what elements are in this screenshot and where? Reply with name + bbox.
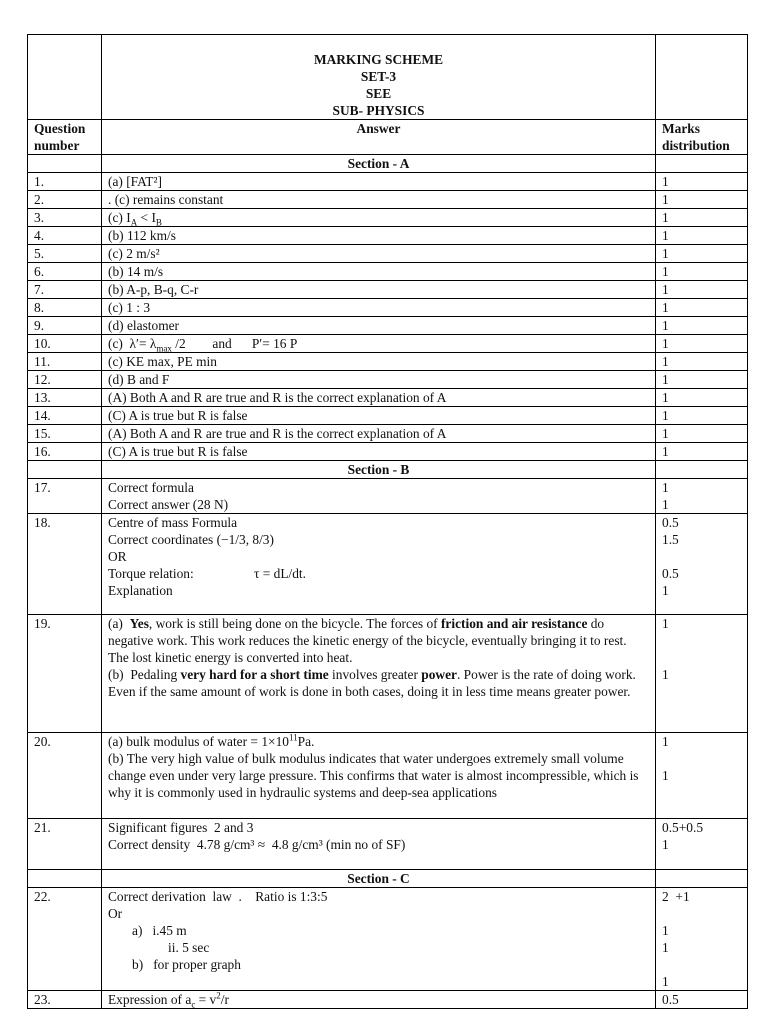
question-row-9 (28, 317, 748, 335)
header-marks-distribution: Marks distribution (656, 120, 748, 155)
title-line-1: MARKING SCHEME (313, 52, 444, 67)
answer-line (108, 565, 649, 582)
marks-line (662, 548, 741, 565)
question-row-2 (28, 191, 748, 209)
marks-cell (656, 479, 748, 514)
question-row-11 (28, 353, 748, 371)
section-c-row (28, 870, 748, 888)
marks-cell: 1 (656, 281, 748, 299)
section-b-row (28, 461, 748, 479)
answer-part-a: (a) bulk modulus of water = $1\times 10^{11}Pa$. (108, 732, 315, 749)
marks-line: 0.5 (662, 566, 679, 581)
answer-cell: (d) elastomer (102, 317, 656, 335)
question-row-4 (28, 227, 748, 245)
answer-cell (102, 479, 656, 514)
answer-part-b: (b) The very high value of bulk modulus indicates that water undergoes extremely small volume change even under very large pressure. This confirms that water is almost incompressible, which is why it is commonly used in hydraulic systems and deep-sea applications (108, 751, 639, 800)
question-number: 19. (28, 615, 102, 733)
answer-cell: Expression of $a_c = v^2/r$ (102, 991, 656, 1009)
answer-line: ii. 5 sec (168, 940, 210, 955)
marks-line: 1 (662, 480, 669, 495)
answer-cell: (c) 1 : 3 (102, 299, 656, 317)
question-row-21 (28, 819, 748, 870)
answer-line: Correct coordinates (−1/3, 8/3) (108, 532, 274, 547)
title-line-4: SUB- PHYSICS (332, 103, 425, 118)
question-row-18 (28, 514, 748, 615)
question-row-20 (28, 733, 748, 819)
answer-line: OR (108, 549, 127, 564)
question-number: 2. (28, 191, 102, 209)
answer-line: Significant figures 2 and 3 (108, 820, 254, 835)
question-number: 23. (28, 991, 102, 1009)
marks-cell: 1 (656, 245, 748, 263)
marks-cell: 1 (656, 371, 748, 389)
header-answer: Answer (102, 120, 656, 155)
question-row-17 (28, 479, 748, 514)
question-number: 5. (28, 245, 102, 263)
question-row-6 (28, 263, 748, 281)
question-number: 20. (28, 733, 102, 819)
marks-cell: 1 (656, 299, 748, 317)
marks-cell: 1 (656, 263, 748, 281)
answer-cell: (C) A is true but R is false (102, 407, 656, 425)
question-number: 6. (28, 263, 102, 281)
question-row-23 (28, 991, 748, 1009)
answer-line: Correct formula (108, 480, 194, 495)
marking-scheme-page (27, 34, 748, 1009)
marks-line: 1 (662, 667, 669, 682)
marks-line: 0.5 (662, 515, 679, 530)
marks-cell: 1 (656, 353, 748, 371)
document-title (102, 35, 656, 120)
marks-line (662, 905, 741, 922)
marking-scheme-table (27, 34, 748, 1009)
question-number: 8. (28, 299, 102, 317)
answer-cell: (b) 14 m/s (102, 263, 656, 281)
question-number: 9. (28, 317, 102, 335)
answer-line: Or (108, 906, 123, 921)
marks-cell: 1 (656, 191, 748, 209)
question-number: 16. (28, 443, 102, 461)
answer-cell: . (c) remains constant (102, 191, 656, 209)
question-row-22 (28, 888, 748, 991)
answer-part-b: (b) Pedaling very hard for a short time involves greater power. Power is the rate of doing work. Even if the same amount of work is done in both cases, doing it in less time means greater power. (108, 667, 636, 699)
question-row-5 (28, 245, 748, 263)
answer-cell: (d) B and F (102, 371, 656, 389)
answer-part-a: (a) Yes, work is still being done on the bicycle. The forces of friction and air resistance do negative work. This work reduces the kinetic energy of the bicycle, eventually bringing it to rest. The lost kinetic energy is converted into heat. (108, 616, 627, 665)
answer-line: Centre of mass Formula (108, 515, 238, 530)
answer-cell (102, 888, 656, 991)
marks-cell (656, 514, 748, 615)
answer-cell: (c) $\lambda'= \lambda_{max}$ /2 and P′= 16 P (102, 335, 656, 353)
marks-cell (656, 615, 748, 733)
marks-line: 1.5 (662, 532, 679, 547)
marks-cell: 1 (656, 335, 748, 353)
question-row-13 (28, 389, 748, 407)
marks-line: 0.5+0.5 (662, 820, 704, 835)
marks-cell: 1 (656, 209, 748, 227)
question-row-12 (28, 371, 748, 389)
question-row-19 (28, 615, 748, 733)
answer-line: a) i.45 m (132, 923, 187, 938)
question-number: 10. (28, 335, 102, 353)
section-c-heading: Section - C (102, 870, 656, 888)
answer-cell (102, 733, 656, 819)
marks-line: 1 (662, 923, 669, 938)
marks-line: 1 (662, 837, 669, 852)
question-number: 14. (28, 407, 102, 425)
answer-cell: (A) Both A and R are true and R is the correct explanation of A (102, 389, 656, 407)
marks-line: 1 (662, 497, 669, 512)
marks-cell: 1 (656, 227, 748, 245)
marks-cell: 0.5 (656, 991, 748, 1009)
question-number: 1. (28, 173, 102, 191)
answer-line: Correct derivation law . Ratio is 1:3:5 (108, 889, 328, 904)
answer-cell: (b) A-p, B-q, C-r (102, 281, 656, 299)
marks-line: 1 (662, 583, 669, 598)
question-row-14 (28, 407, 748, 425)
title-row (28, 35, 748, 120)
answer-cell: (C) A is true but R is false (102, 443, 656, 461)
section-a-row (28, 155, 748, 173)
marks-cell (656, 888, 748, 991)
marks-line: 1 (662, 768, 669, 783)
marks-cell (656, 819, 748, 870)
answer-line: Correct density 4.78 g/cm³ ≈ 4.8 g/cm³ (min no of SF) (108, 837, 406, 852)
marks-cell: 1 (656, 425, 748, 443)
marks-cell: 1 (656, 407, 748, 425)
marks-line (662, 956, 741, 973)
title-line-3: SEE (365, 86, 392, 101)
answer-cell: (b) 112 km/s (102, 227, 656, 245)
section-a-body (28, 173, 748, 461)
question-number: 17. (28, 479, 102, 514)
question-row-16 (28, 443, 748, 461)
answer-cell: (A) Both A and R are true and R is the correct explanation of A (102, 425, 656, 443)
question-number: 3. (28, 209, 102, 227)
question-row-10 (28, 335, 748, 353)
question-number: 22. (28, 888, 102, 991)
question-row-8 (28, 299, 748, 317)
header-question-number: Question number (28, 120, 102, 155)
marks-cell (656, 733, 748, 819)
title-left-cell (28, 35, 102, 120)
question-number: 4. (28, 227, 102, 245)
marks-line: 1 (662, 616, 669, 631)
title-line-2: SET-3 (360, 69, 397, 84)
title-right-cell (656, 35, 748, 120)
marks-line: 1 (662, 734, 669, 749)
marks-cell: 1 (656, 389, 748, 407)
marks-line: 2 +1 (662, 889, 690, 904)
answer-line: Explanation (108, 583, 173, 598)
answer-cell: (c) $I_A < I_B$ (102, 209, 656, 227)
answer-cell (102, 514, 656, 615)
answer-cell: (a) [FAT²] (102, 173, 656, 191)
question-number: 7. (28, 281, 102, 299)
answer-cell: (c) KE max, PE min (102, 353, 656, 371)
question-row-15 (28, 425, 748, 443)
header-row (28, 120, 748, 155)
marks-line: 1 (662, 974, 669, 989)
answer-line: Correct answer (28 N) (108, 497, 229, 512)
question-number: 12. (28, 371, 102, 389)
question-number: 11. (28, 353, 102, 371)
answer-cell (102, 615, 656, 733)
question-row-3 (28, 209, 748, 227)
marks-cell: 1 (656, 443, 748, 461)
question-number: 13. (28, 389, 102, 407)
question-number: 15. (28, 425, 102, 443)
torque-formula: τ = dL/dt. (254, 566, 306, 581)
question-row-7 (28, 281, 748, 299)
question-number: 21. (28, 819, 102, 870)
torque-label: Torque relation: (108, 566, 194, 581)
marks-cell: 1 (656, 317, 748, 335)
section-a-heading: Section - A (102, 155, 656, 173)
question-row-1 (28, 173, 748, 191)
answer-cell: (c) 2 m/s² (102, 245, 656, 263)
question-number: 18. (28, 514, 102, 615)
answer-cell (102, 819, 656, 870)
marks-cell: 1 (656, 173, 748, 191)
answer-line: b) for proper graph (132, 957, 241, 972)
marks-line: 1 (662, 940, 669, 955)
section-b-heading: Section - B (102, 461, 656, 479)
